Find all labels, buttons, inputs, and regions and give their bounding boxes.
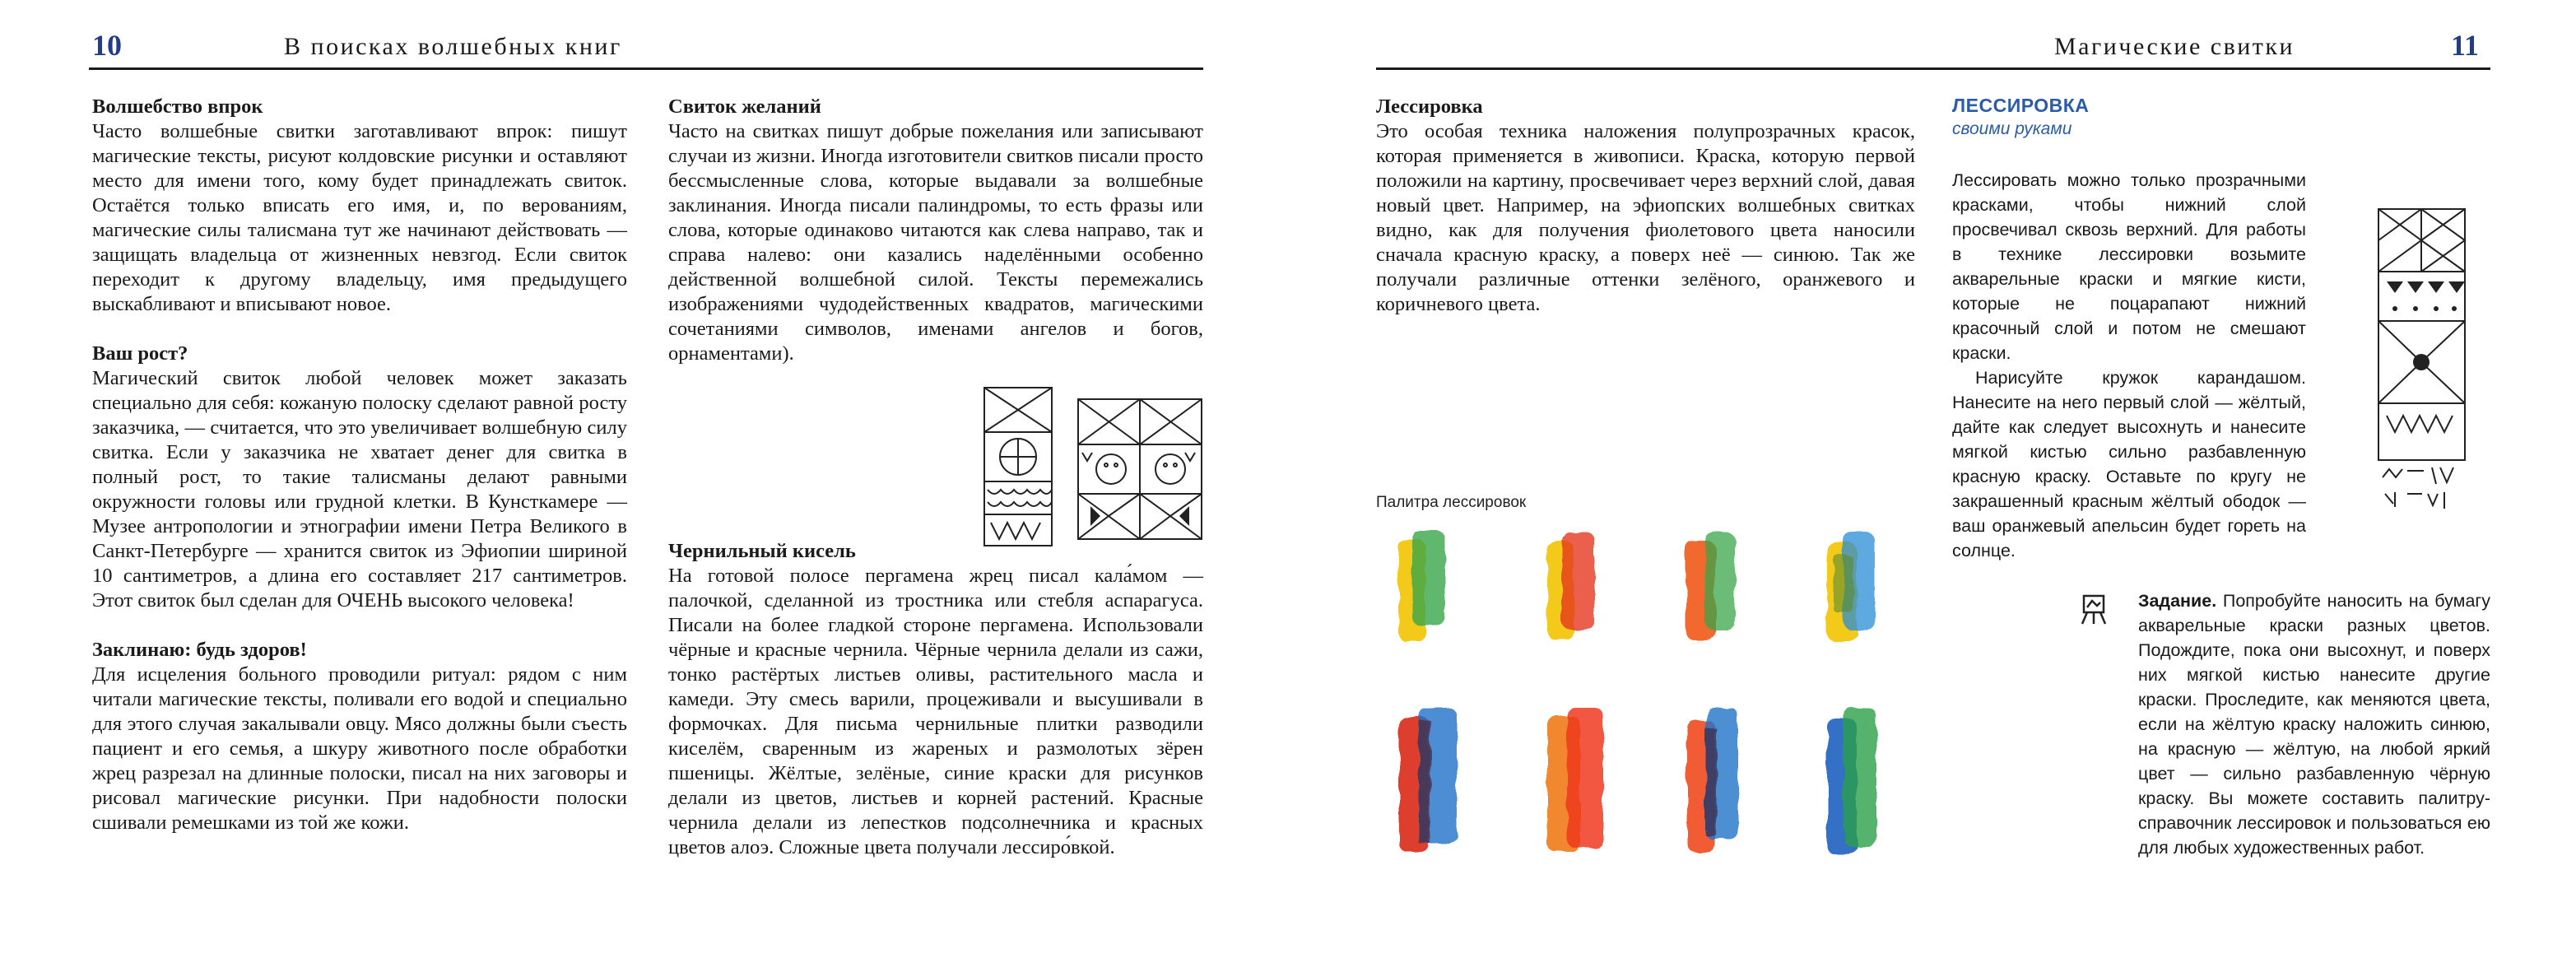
- swatch-orange-red: [1547, 708, 1603, 852]
- swatch-red-blue-2: [1687, 708, 1738, 852]
- palette-caption: Палитра лессировок: [1376, 494, 1527, 511]
- glazing-palette-illustration: [1383, 523, 1909, 877]
- paragraph-volshebstvo: Часто волшебные свитки заготавливают впрок: пишут магические тексты, рисуют колдовские рисунки и оставляют место для имени того, кому будет принадлежать свиток. Остаётся только вписать его имя, и, по верованиям, магические силы талисмана тут же начинают действовать — защищать владельца от жизненных невзгод. Если свиток переходит к другому владельцу, имя предыдущего выскабливают и вписывают новое.: [92, 120, 627, 315]
- sidebar-paragraph-2: Нарисуйте кружок карандашом. Нанесите на него первый слой — жёлтый, дайте как следует высохнуть и нанесите мягкой кистью сильно разбавленную красную краску. Оставьте по кругу не закрашенный красным жёлтый ободок — ваш оранжевый апельсин будет гореть на солнце.: [1952, 368, 2306, 560]
- page-number-left: 10: [92, 29, 122, 62]
- tall-scroll-illustration: [2362, 206, 2477, 514]
- sidebar-text: [1952, 168, 2306, 563]
- header-rule-right: [1376, 67, 2490, 70]
- swatch-red-green: [1686, 533, 1735, 639]
- sidebar-paragraph-1: Лессировать можно только прозрачными красками, чтобы нижний слой просвечивал сквозь верхний. Для работы в технике лессировки возьмите акварельные краски и мягкие кисти, которые не поцарапают нижний красочный слой и потом не смешают краски.: [1952, 170, 2306, 363]
- paragraph-chernilny-kisel: На готовой полосе пергамена жрец писал кала́мом — палочкой, сделанной из тростника или стебля аспарагуса. Писали на более гладкой стороне пергамена. Использовали чёрные и красные чернила. Чёрные чернила делали из сажи, тонко растёртых листьев оливы, растительного масла и камеди. Эту смесь варили, процеживали и высушивали в формочках. Для письма чернильные плитки разводили киселём, сваренным из жареных и размолотых зёрен пшеницы. Жёлтые, зелёные, синие краски для рисунков делали из цветов, листьев и корней растений. Красные чернила делали из лепестков подсолнечника и красных цветов алоэ. Сложные цвета получали лессиро́вкой.: [668, 565, 1203, 858]
- swatch-yellow-red: [1547, 533, 1595, 639]
- task-text: Попробуйте наносить на бумагу акварельные краски разных цветов. Подождите, пока они высохнут, и поверх них мягкой кистью нанесите другие краски. Проследите, как меняются цвета, если на жёлтую краску наложить синюю, на красную — жёлтую, на любой яркий цвет — сильно разбавленную чёрную краску. Вы можете составить палитру-справочник лессировок и пользоваться ею для любых художественных работ.: [2138, 591, 2490, 858]
- paragraph-zaklinayu: Для исцеления больного проводили ритуал: рядом с ним читали магические тексты, поливали его водой и специально для этого случая закалывали овцу. Мясо должны были съесть пациент и его семья, а шкуру животного после обработки жрец разрезал на длинные полоски, писал на них заговоры и рисовал магические рисунки. При надобности полоски сшивали ремешками из той же кожи.: [92, 663, 627, 834]
- heading-vash-rost: Ваш рост?: [92, 342, 188, 365]
- swatch-blue-green: [1827, 708, 1876, 854]
- page-number-right: 11: [2451, 29, 2480, 62]
- heading-zaklinayu: Заклинаю: будь здоров!: [92, 639, 307, 661]
- swatch-red-blue: [1399, 708, 1457, 852]
- scroll-drawings-illustration: [979, 383, 1206, 551]
- task-block: [2138, 588, 2490, 860]
- swatch-yellow-blue: [1827, 533, 1875, 641]
- heading-lessirovka: Лессировка: [1376, 95, 1483, 118]
- left-column-2-bottom: [668, 539, 1203, 860]
- header-rule-left: [89, 67, 1203, 70]
- right-main-column: [1376, 95, 1915, 317]
- heading-volshebstvo: Волшебство впрок: [92, 95, 263, 118]
- sidebar-title: ЛЕССИРОВКА: [1952, 95, 2090, 116]
- left-column-1: [92, 95, 627, 835]
- paragraph-svitok-zhelaniy: Часто на свитках пишут добрые пожелания или записывают случаи из жизни. Иногда изготовители свитков писали просто бессмысленные слова, которые выдавали за волшебные заклинания. Иногда писали палиндромы, то есть фразы или слова, которые одинаково читаются как слева направо, так и справа налево: они казались наделёнными особенно действенной волшебной силой. Тексты перемежались изображениями чудодейственных квадратов, магическими сочетаниями символов, именами ангелов и богов, орнаментами).: [668, 120, 1203, 365]
- left-column-2: [668, 95, 1203, 366]
- heading-svitok-zhelaniy: Свиток желаний: [668, 95, 821, 118]
- heading-chernilny-kisel: Чернильный кисель: [668, 540, 856, 562]
- running-title-left: В поисках волшебных книг: [284, 33, 622, 60]
- sidebar-subtitle: своими руками: [1952, 119, 2072, 138]
- swatch-yellow-green: [1399, 531, 1445, 642]
- paragraph-vash-rost: Магический свиток любой человек может заказать специально для себя: кожаную полоску сделают равной росту заказчика, — считается, что это увеличивает волшебную силу свитка. Если у заказчика не хватает денег для свитка в полный рост, то такие талисманы делают равными окружности головы или грудной клетки. В Кунсткамере — Музее антропологии и этнографии имени Петра Великого в Санкт-Петербурге — хранится свиток из Эфиопии шириной 10 сантиметров, а длина его составляет 217 сантиметров. Этот свиток был сделан для ОЧЕНЬ высокого человека!: [92, 367, 627, 612]
- task-label: Задание.: [2138, 591, 2217, 611]
- easel-icon: [2079, 593, 2109, 626]
- paragraph-lessirovka: Это особая техника наложения полупрозрачных красок, которая применяется в живописи. Краска, которую первой положили на картину, просвечивает через верхний слой, давая новый цвет. Например, на эфиопских волшебных свитках видно, как для получения фиолетового цвета наносили сначала красную краску, а поверх неё — синюю. Так же получали различные оттенки зелёного, оранжевого и коричневого цвета.: [1376, 120, 1915, 315]
- running-title-right: Магические свитки: [2054, 33, 2295, 60]
